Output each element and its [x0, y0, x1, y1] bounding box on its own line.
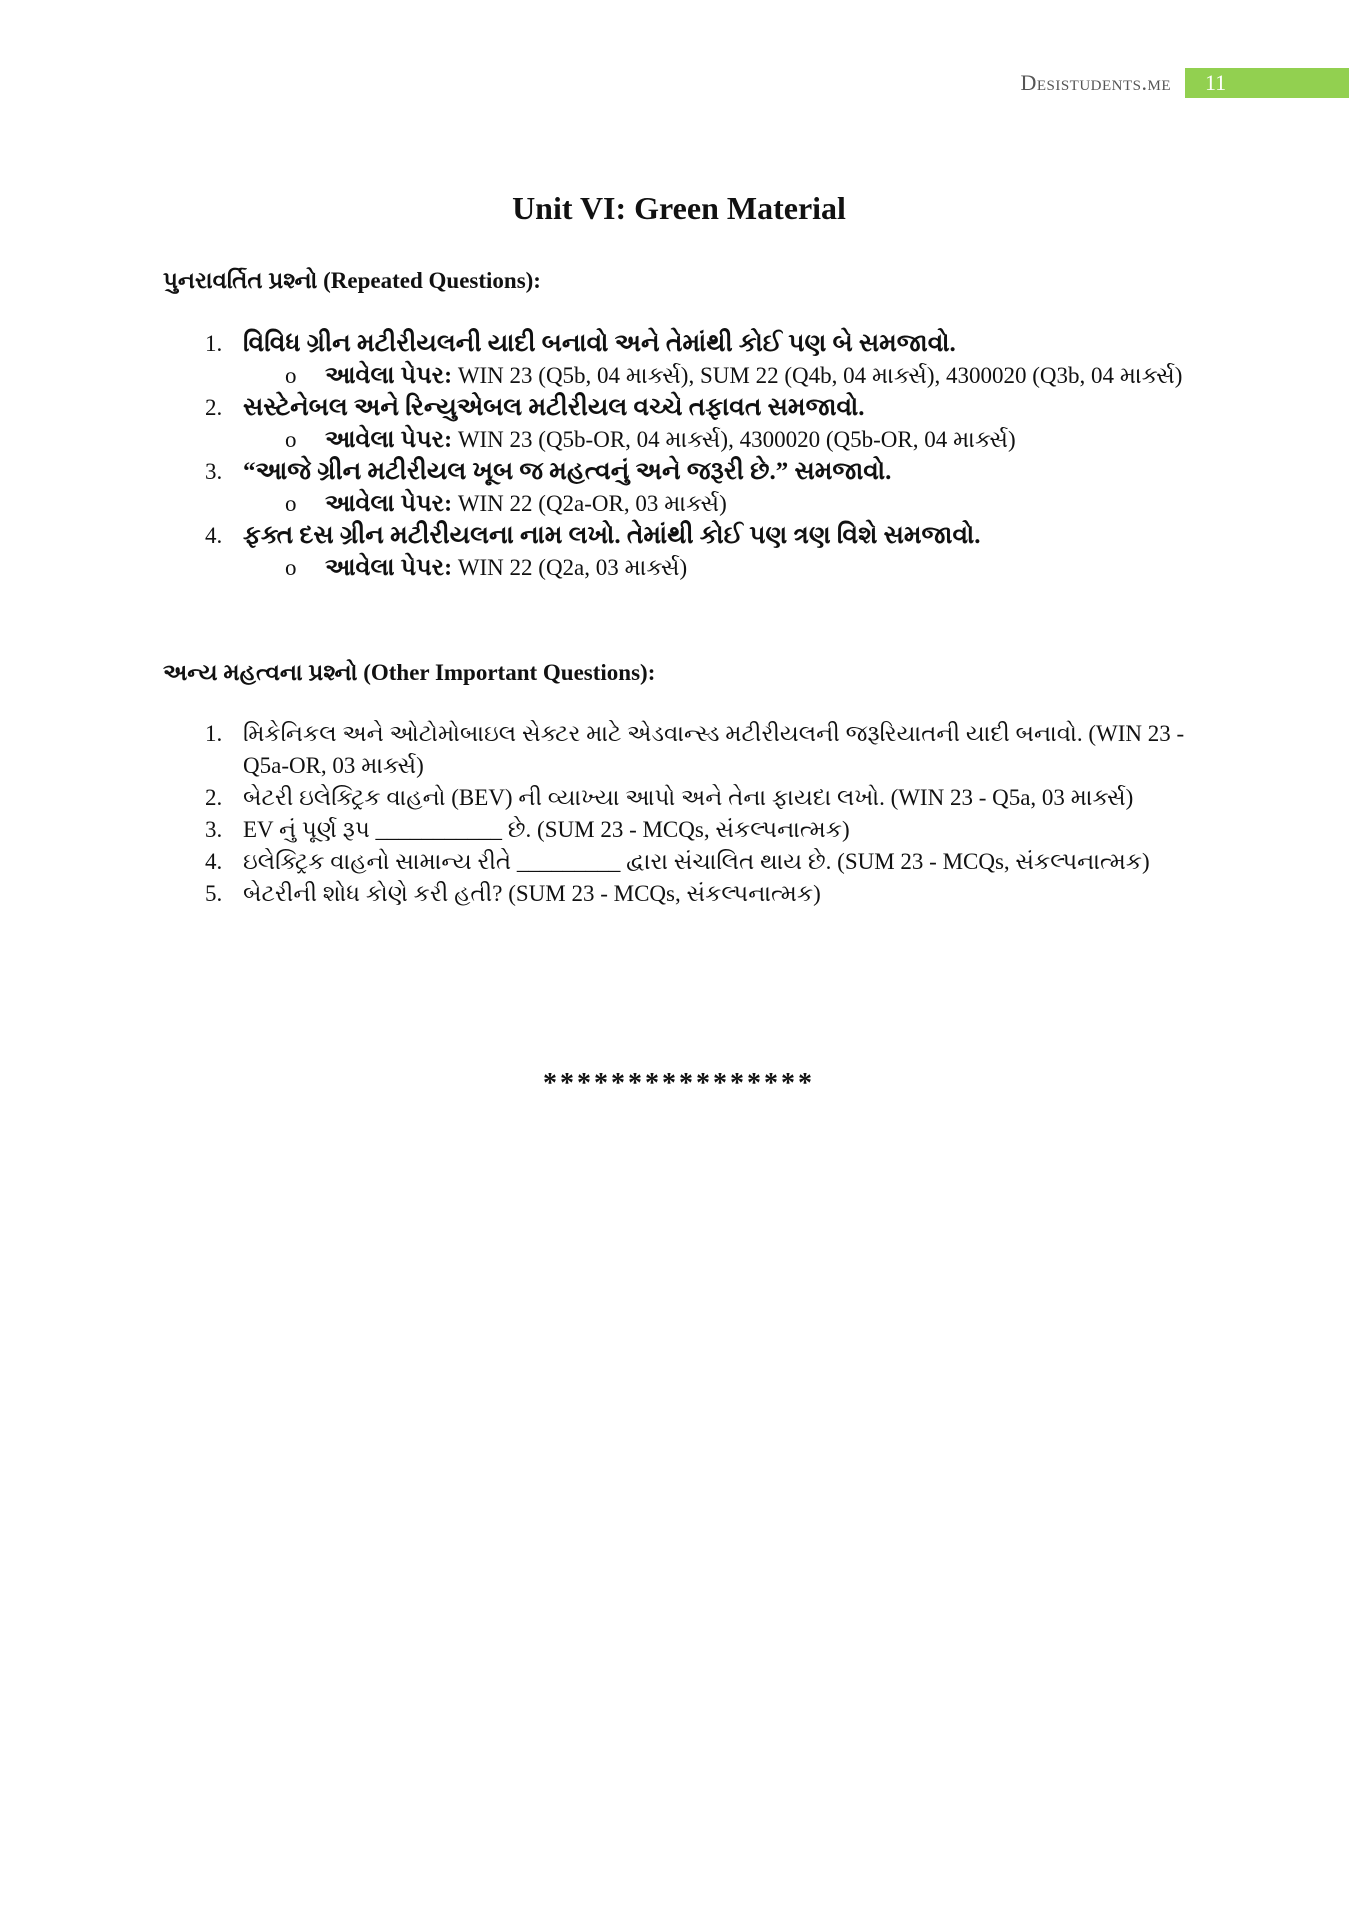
- paper-line: [163, 488, 1223, 520]
- question-text: સસ્ટેનેબલ અને રિન્યુએબલ મટીરીયલ વચ્ચે તફાવત સમજાવો.: [243, 394, 865, 421]
- item-number: 4.: [205, 523, 223, 548]
- paper-label: આવેલા પેપર:: [325, 555, 453, 581]
- question-text: ફક્ત દસ ગ્રીન મટીરીયલના નામ લખો. તેમાંથી કોઈ પણ ત્રણ વિશે સમજાવો.: [243, 522, 981, 549]
- question-text: બેટરી ઇલેક્ટ્રિક વાહનો (BEV) ની વ્યાખ્યા આપો અને તેના ફાયદા લખો. (WIN 23 - Q5a, 03 માર્ક્સ): [243, 785, 1134, 810]
- item-number: 1.: [205, 331, 223, 356]
- section-heading-other: અન્ય મહત્વના પ્રશ્નો (Other Important Questions):: [163, 660, 656, 685]
- list-item: [163, 846, 1223, 878]
- item-number: 1.: [205, 721, 223, 746]
- paper-label: આવેલા પેપર:: [325, 427, 453, 453]
- item-number: 4.: [205, 849, 223, 874]
- item-number: 2.: [205, 395, 223, 420]
- paper-refs: WIN 23 (Q5b, 04 માર્ક્સ), SUM 22 (Q4b, 04 માર્ક્સ), 4300020 (Q3b, 04 માર્ક્સ): [457, 363, 1183, 388]
- paper-line: [163, 360, 1223, 392]
- list-item: [163, 718, 1223, 782]
- bullet-icon: o: [285, 491, 297, 516]
- page-header: [1020, 68, 1349, 98]
- item-number: 5.: [205, 881, 223, 906]
- question-text: ઇલેક્ટ્રિક વાહનો સામાન્ય રીતે _________ દ્વારા સંચાલિત થાય છે. (SUM 23 - MCQs, સંકલ્પનાત્મક): [243, 849, 1150, 874]
- page-title: Unit VI: Green Material: [512, 190, 846, 226]
- list-item: [163, 392, 1223, 424]
- bullet-icon: o: [285, 363, 297, 388]
- list-item: [163, 782, 1223, 814]
- question-text: “આજે ગ્રીન મટીરીયલ ખૂબ જ મહત્વનું અને જરૂરી છે.” સમજાવો.: [243, 458, 892, 485]
- question-text: બેટરીની શોધ કોણે કરી હતી? (SUM 23 - MCQs, સંકલ્પનાત્મક): [243, 881, 821, 906]
- section-divider: ****************: [543, 1068, 815, 1099]
- list-item: [163, 814, 1223, 846]
- list-item: [163, 878, 1223, 910]
- page-number: 11: [1185, 68, 1349, 98]
- question-text: EV નું પૂર્ણ રૂપ ___________ છે. (SUM 23 - MCQs, સંકલ્પનાત્મક): [243, 817, 850, 842]
- paper-line: [163, 424, 1223, 456]
- bullet-icon: o: [285, 427, 297, 452]
- paper-line: [163, 552, 1223, 584]
- section-heading-repeated: પુનરાવર્તિત પ્રશ્નો (Repeated Questions):: [163, 268, 541, 293]
- paper-label: આવેલા પેપર:: [325, 491, 453, 517]
- paper-refs: WIN 22 (Q2a-OR, 03 માર્ક્સ): [457, 491, 727, 516]
- bullet-icon: o: [285, 555, 297, 580]
- question-text: વિવિધ ગ્રીન મટીરીયલની યાદી બનાવો અને તેમાંથી કોઈ પણ બે સમજાવો.: [243, 330, 956, 357]
- repeated-questions-list: [163, 328, 1223, 584]
- item-number: 3.: [205, 817, 223, 842]
- other-questions-list: [163, 718, 1223, 910]
- paper-label: આવેલા પેપર:: [325, 363, 453, 389]
- paper-refs: WIN 23 (Q5b-OR, 04 માર્ક્સ), 4300020 (Q5b-OR, 04 માર્ક્સ): [457, 427, 1016, 452]
- site-name: Desistudents.me: [1020, 70, 1171, 95]
- list-item: [163, 456, 1223, 488]
- item-number: 3.: [205, 459, 223, 484]
- item-number: 2.: [205, 785, 223, 810]
- question-text: મિકેનિકલ અને ઓટોમોબાઇલ સેક્ટર માટે એડવાન્સ્ડ મટીરીયલની જરૂરિયાતની યાદી બનાવો. (WIN 23 - Q5a-OR, 03 માર્ક્સ): [243, 721, 1185, 778]
- list-item: [163, 520, 1223, 552]
- list-item: [163, 328, 1223, 360]
- paper-refs: WIN 22 (Q2a, 03 માર્ક્સ): [457, 555, 688, 580]
